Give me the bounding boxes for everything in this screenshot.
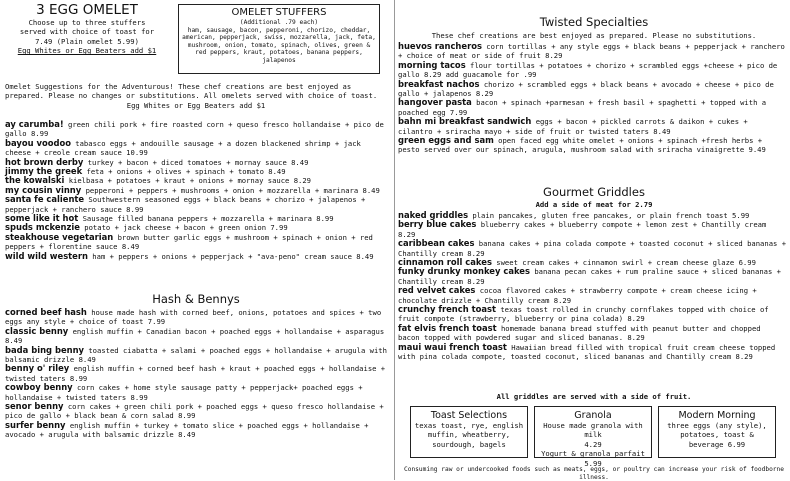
menu-item-name: bayou voodoo — [5, 137, 71, 148]
menu-item-desc: plain pancakes, gluten free pancakes, or plain french toast 5.99 — [472, 211, 750, 220]
twisted-intro: These chef creations are best enjoyed as prepared. Please no substitutions. — [431, 31, 757, 40]
menu-item-name: jimmy the greek — [5, 166, 83, 177]
menu-item-name: red velvet cakes — [398, 285, 476, 296]
menu-item-name: the kowalski — [5, 175, 65, 186]
menu-item-name: santa fe caliente — [5, 194, 85, 205]
menu-item-desc: Sausage filled banana peppers + mozzarella + marinara 8.99 — [82, 214, 334, 224]
adventurous-egg-whites: Egg Whites or Egg Beaters add $1 — [126, 100, 266, 110]
menu-item-desc: bacon + spinach +parmesan + fresh basil + spaghetti + topped with a poached egg 7.99 — [398, 98, 767, 117]
menu-item-desc: flour tortillas + potatoes + chorizo + scrambled eggs +cheese + pico de gallo 8.29 add guacamole for .99 — [398, 60, 778, 80]
menu-item-name: wild wild western — [5, 250, 88, 261]
menu-item-desc: tabasco eggs + andouille sausage + a dozen blackened shrimp + jack cheese + creole cream sauce 10.99 — [5, 138, 361, 158]
menu-item-name: green eggs and sam — [398, 135, 494, 146]
menu-item-desc: eggs + bacon + pickled carrots & daikon + cukes + cilantro + sriracha mayo + side of fruit or twisted taters 8.49 — [398, 117, 748, 136]
menu-item-desc: chorizo + scrambled eggs + black beans + avocado + cheese + pico de gallo + jalapenos 8.29 — [398, 79, 774, 99]
menu-item-name: maui waui french toast — [398, 341, 507, 352]
hash-list — [5, 308, 387, 440]
menu-item-desc: kielbasa + potatoes + kraut + onions + mornay sauce 8.29 — [68, 176, 312, 186]
menu-item-name: some like it hot — [5, 213, 79, 224]
menu-item — [398, 98, 786, 117]
menu-item-name: hangover pasta — [398, 97, 472, 108]
menu-item-name: berry blue cakes — [398, 219, 477, 230]
menu-item-name: cinnamon roll cakes — [398, 257, 492, 268]
menu-item-name: spuds mckenzie — [5, 222, 80, 233]
menu-item — [5, 195, 387, 214]
menu-item-desc: turkey + bacon + diced tomatoes + mornay sauce 8.49 — [87, 157, 309, 167]
menu-item-name: bada bing benny — [5, 344, 85, 355]
modern-box — [658, 406, 776, 458]
menu-item-desc: banana pecan cakes + rum praline sauce + sliced bananas + Chantilly cream 8.29 — [398, 267, 781, 286]
omelet-title: 3 EGG OMELET — [36, 2, 138, 18]
granola-line-2: 4.29 — [584, 439, 602, 449]
menu-item-desc: ham + peppers + onions + pepperjack + "ava-peno" cream sauce 8.49 — [92, 251, 374, 261]
omelet-line-2: served with choice of toast for — [19, 27, 155, 37]
menu-item-name: steakhouse vegetarian — [5, 231, 114, 242]
menu-item — [398, 42, 786, 61]
toast-text: texas toast, rye, english muffin, wheatberry, sourdough, bagels — [414, 421, 524, 449]
menu-item-name: hot brown derby — [5, 156, 84, 167]
toast-box — [410, 406, 528, 458]
menu-item-desc: toasted ciabatta + salami + poached eggs + hollandaise + arugula with balsamic drizzle 8.49 — [5, 345, 387, 365]
griddles-sub: Add a side of meat for 2.79 — [535, 200, 653, 209]
menu-item-name: ay carumba! — [5, 119, 64, 129]
menu-item — [5, 252, 387, 261]
stuffers-title: OMELET STUFFERS — [231, 7, 327, 18]
menu-item-name: classic benny — [5, 325, 69, 336]
menu-item-desc: open faced egg white omelet + onions + spinach +fresh herbs + pesto served over our spinach, arugula, mushroom salad with sriracha vinaigrette 9.49 — [398, 136, 766, 155]
menu-item-desc: sweet cream cakes + cinnamon swirl + cream cheese glaze 6.99 — [496, 258, 756, 268]
menu-item-name: bahn mi breakfast sandwich — [398, 116, 532, 127]
menu-item — [5, 402, 387, 421]
twisted-title: Twisted Specialties — [539, 15, 649, 29]
menu-item-name: crunchy french toast — [398, 304, 496, 315]
modern-title: Modern Morning — [678, 410, 756, 421]
menu-item-name: naked griddles — [398, 210, 469, 220]
adventurous-intro — [5, 82, 387, 110]
menu-item-name: corned beef hash — [5, 307, 87, 317]
omelet-block — [2, 3, 172, 56]
granola-line-1: House made granola with milk — [543, 421, 643, 440]
menu-item-name: senor benny — [5, 401, 64, 412]
menu-item — [398, 220, 786, 239]
menu-item-name: caribbean cakes — [398, 238, 475, 249]
stuffers-box — [178, 4, 380, 74]
omelet-line-1: Choose up to three stuffers — [28, 18, 146, 27]
menu-item-name: surfer benny — [5, 419, 66, 430]
menu-item-desc: feta + onions + olives + spinach + tomato 8.49 — [86, 167, 286, 177]
omelet-line-3: 7.49 (Plain omelet 5.99) — [35, 36, 139, 46]
toast-title: Toast Selections — [430, 410, 508, 421]
column-divider — [394, 0, 395, 480]
menu-item-desc: brown butter garlic eggs + mushroom + spinach + onion + red peppers + florentine sauce 8.49 — [5, 232, 373, 252]
griddles-footer: All griddles are served with a side of fruit. — [496, 392, 692, 401]
menu-item-name: huevos rancheros — [398, 41, 482, 51]
menu-item — [398, 61, 786, 80]
menu-item — [398, 343, 786, 362]
menu-item — [5, 346, 387, 365]
menu-item — [398, 267, 786, 286]
stuffers-list: ham, sausage, bacon, pepperoni, chorizo, cheddar, american, pepperjack, swiss, mozzarella, jack, feta, mushroom, onion, tomato, spinach, olives, green & red peppers, kraut, potatoes, banana peppers, jalapenos — [182, 26, 376, 64]
menu-item-desc: texas toast rolled in crunchy cornflakes topped with choice of fruit compote (strawberry, blueberry or pina colada) 8.29 — [398, 305, 769, 324]
menu-item-desc: green chili pork + fire roasted corn + queso fresco hollandaise + pico de gallo 8.99 — [5, 120, 384, 139]
omelet-egg-whites: Egg Whites or Egg Beaters add $1 — [17, 46, 157, 56]
hash-title: Hash & Bennys — [152, 292, 240, 306]
menu-item-desc: pepperoni + peppers + mushrooms + onion + mozzarella + marinara 8.49 — [85, 185, 380, 195]
menu-item-name: morning tacos — [398, 59, 466, 70]
menu-item — [398, 239, 786, 258]
granola-box — [534, 406, 652, 468]
menu-item — [5, 327, 387, 346]
menu-item — [5, 139, 387, 158]
disclaimer: Consuming raw or undercooked foods such as meats, eggs, or poultry can increase your risk of foodborne illness. — [404, 466, 784, 481]
menu-item — [5, 364, 387, 383]
griddles-list — [398, 211, 786, 362]
menu-item-desc: english muffin + Canadian bacon + poached eggs + hollandaise + asparagus 8.49 — [5, 326, 385, 346]
menu-item-desc: corn cakes + green chili pork + poached eggs + queso fresco hollandaise + pico de gallo + black bean & corn salad 8.99 — [5, 402, 384, 421]
menu-item-desc: blueberry cakes + blueberry compote + lemon zest + Chantilly cream 8.29 — [398, 220, 767, 239]
menu-item-desc: english muffin + corned beef hash + kraut + poached eggs + hollandaise + twisted taters 8.99 — [5, 364, 386, 383]
menu-item-name: cowboy benny — [5, 382, 73, 393]
menu-item — [398, 286, 786, 305]
stuffers-sub: (Additional .79 each) — [239, 19, 319, 26]
menu-item — [5, 308, 387, 327]
menu-item — [5, 120, 387, 139]
menu-item — [5, 421, 387, 440]
granola-line-3: Yogurt & granola parfait 5.99 — [541, 449, 645, 468]
omelet-suggestions-list — [5, 120, 387, 261]
menu-item-desc: house made hash with corned beef, onions, potatoes and spices + two eggs any style + choice of toast 7.99 — [5, 308, 382, 327]
menu-item-desc: corn cakes + home style sausage patty + pepperjack+ poached eggs + hollandaise + twisted taters 8.99 — [5, 383, 363, 402]
menu-item-desc: homemade banana bread stuffed with peanut butter and chopped bacon topped with powdered sugar and sliced bananas. 8.29 — [398, 323, 761, 343]
menu-item-desc: Hawaiian bread filled with tropical fruit cream cheese topped with pina colada compote, toasted coconut, sliced bananas and Chantilly cream 8.29 — [398, 342, 776, 362]
menu-item-desc: cocoa flavored cakes + strawberry compote + cream cheese icing + chocolate drizzle + Chantilly cream 8.29 — [398, 286, 757, 305]
menu-item-desc: corn tortillas + any style eggs + black beans + pepperjack + ranchero + choice of meat or side of fruit 8.29 — [398, 42, 785, 61]
menu-item-name: funky drunky monkey cakes — [398, 266, 530, 277]
menu-item-desc: Southwestern seasoned eggs + black beans + chorizo + jalapenos + pepperjack + ranchero sauce 8.99 — [5, 195, 366, 214]
menu-item — [398, 80, 786, 99]
menu-item-desc: english muffin + turkey + tomato slice + poached eggs + hollandaise + avocado + arugula with balsamic drizzle 8.49 — [5, 420, 369, 440]
menu-item-name: breakfast nachos — [398, 78, 480, 89]
menu-item — [398, 117, 786, 136]
menu-item — [5, 383, 387, 402]
modern-text: three eggs (any style), potatoes, toast & beverage 6.99 — [667, 421, 767, 449]
granola-title: Granola — [574, 410, 612, 421]
menu-item — [5, 233, 387, 252]
menu-item-name: my cousin vinny — [5, 184, 82, 195]
menu-item — [398, 324, 786, 343]
twisted-list — [398, 42, 786, 155]
menu-item-name: fat elvis french toast — [398, 322, 497, 333]
menu-item-desc: banana cakes + pina colada compote + toasted coconut + sliced bananas + Chantilly cream 8.29 — [398, 239, 787, 258]
menu-item-desc: potato + jack cheese + bacon + green onion 7.99 — [84, 223, 288, 233]
menu-item-name: benny o' riley — [5, 363, 70, 374]
menu-item — [398, 136, 786, 155]
menu-item — [398, 305, 786, 324]
adventurous-intro-text: Omelet Suggestions for the Adventurous! These chef creations are best enjoyed as prepared. Please no changes or substitutions. All omelets served with choice of toast. — [5, 82, 378, 101]
griddles-title: Gourmet Griddles — [543, 185, 645, 199]
